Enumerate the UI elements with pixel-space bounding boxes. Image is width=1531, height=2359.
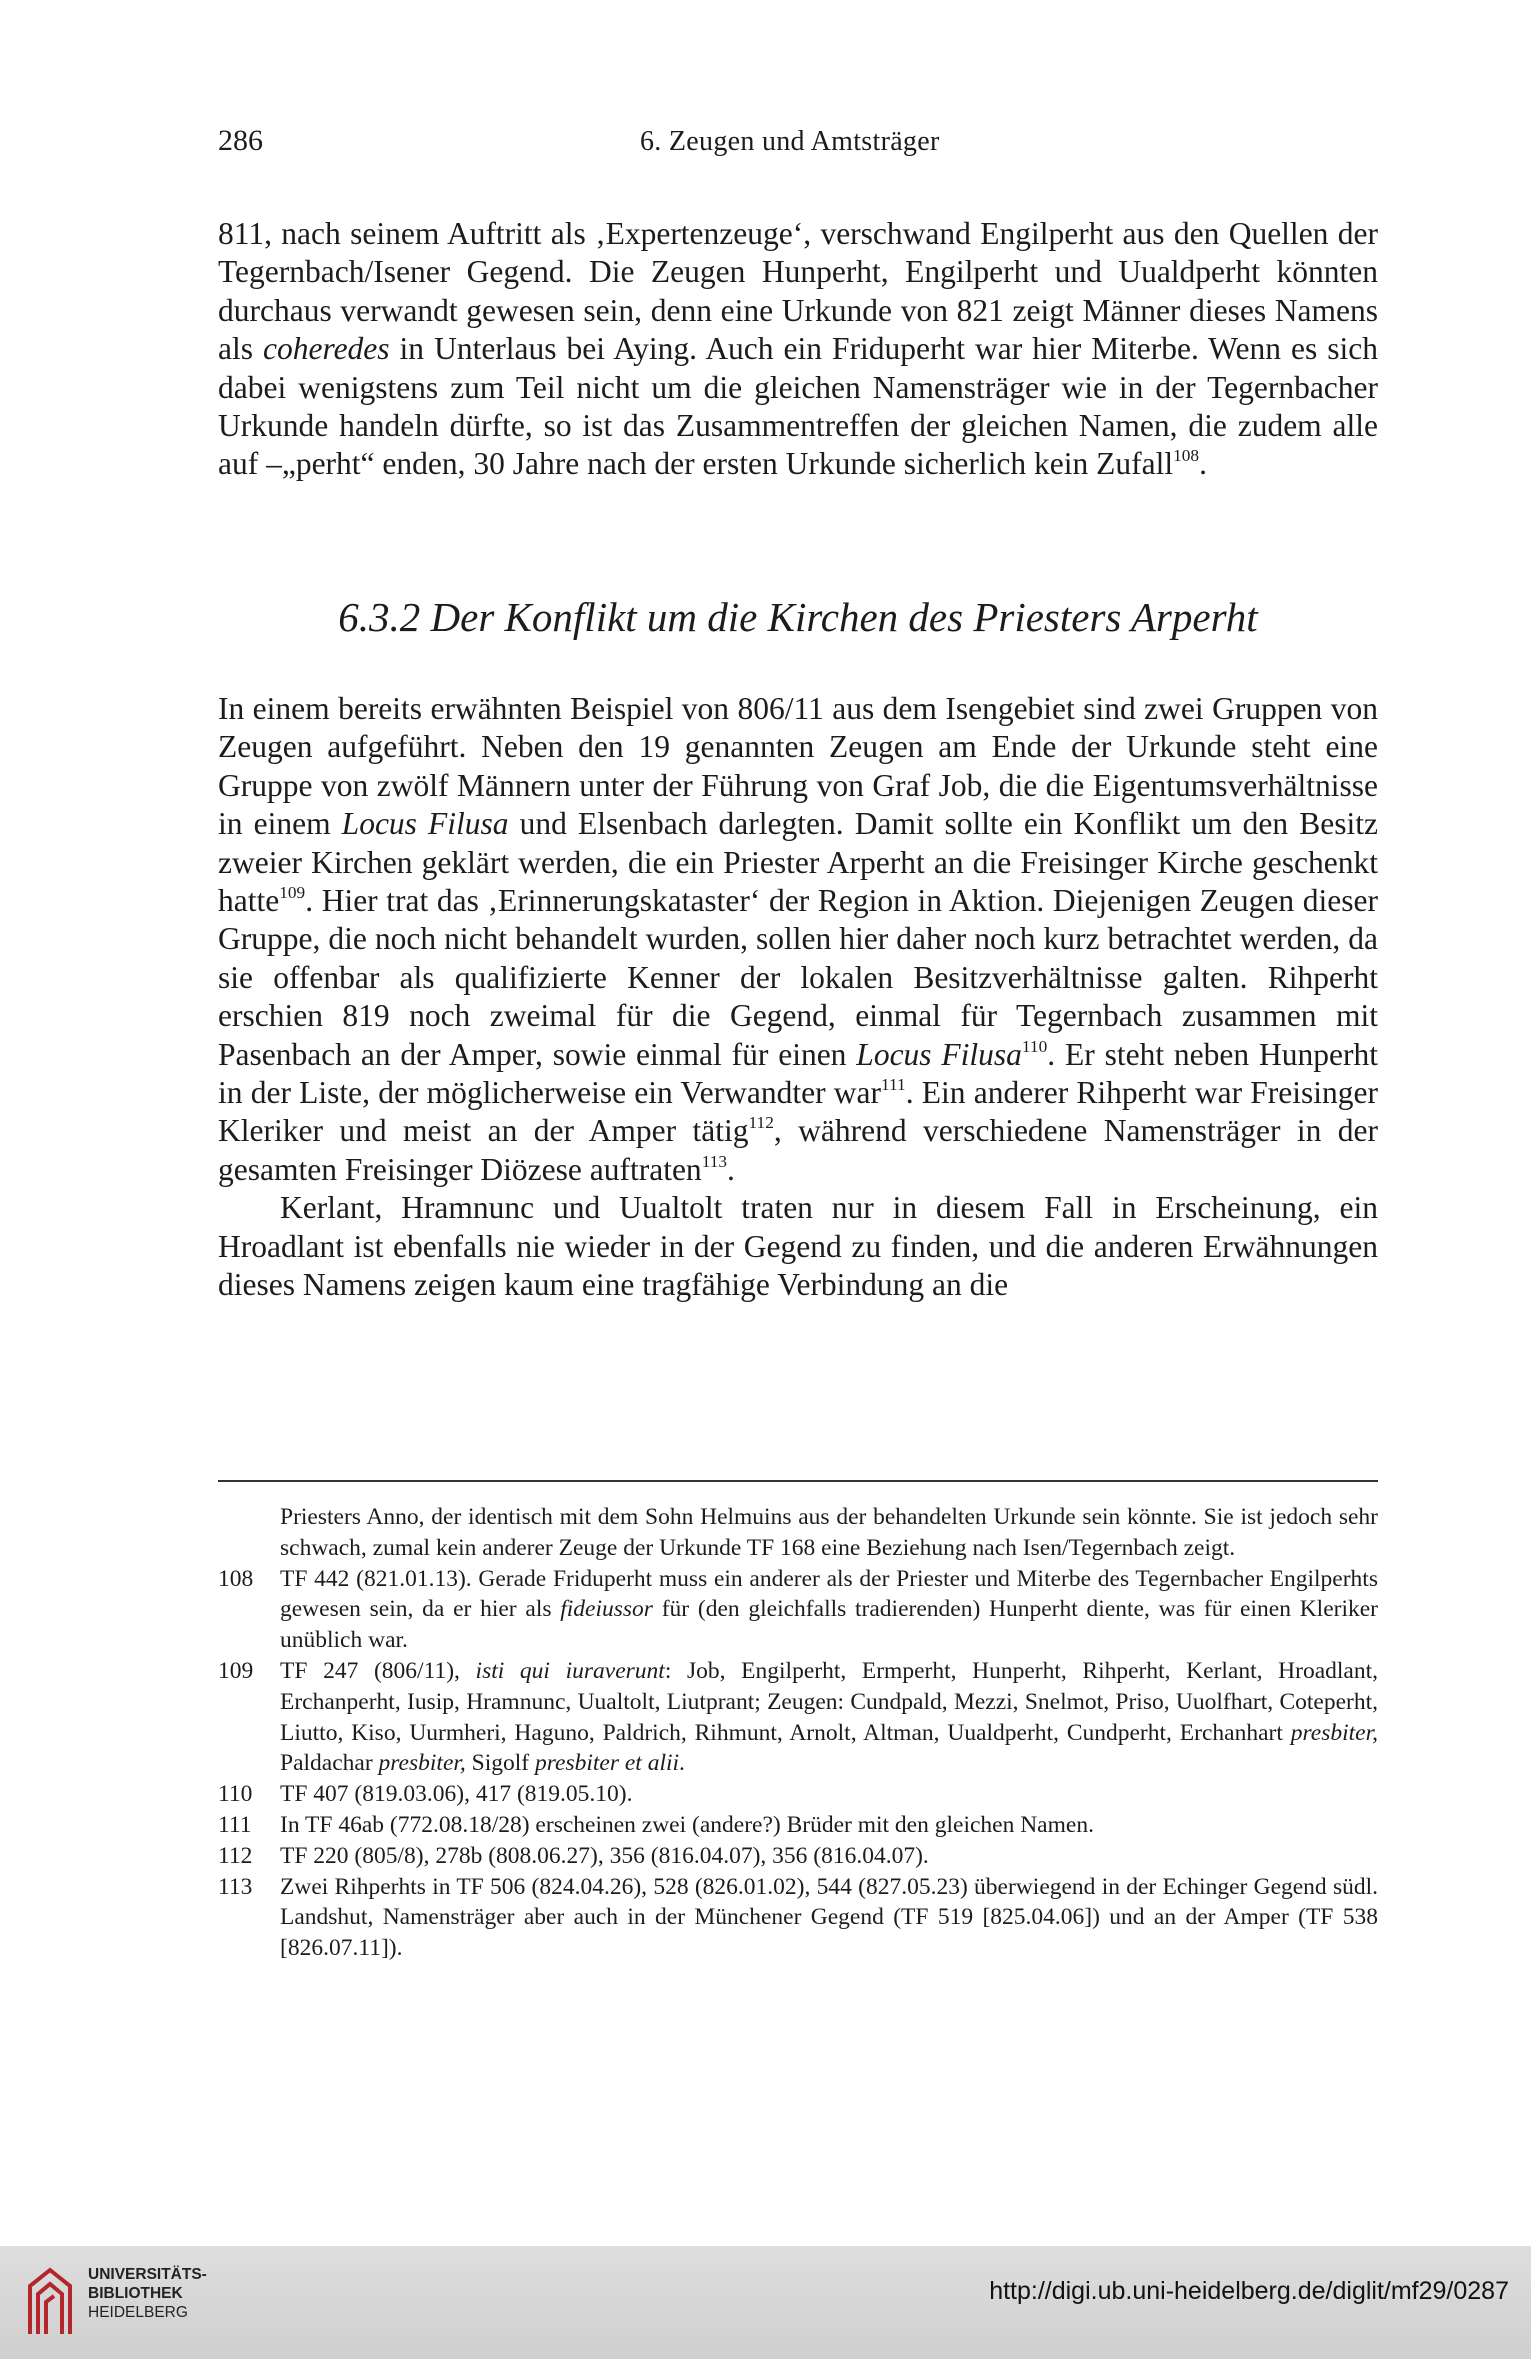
footnote-text: Priesters Anno, der identisch mit dem Sohn Helmuins aus der behandelten Urkunde sein könnte. Sie ist jedoch sehr schwach, zumal kein anderer Zeuge der Urkunde TF 168 eine Beziehung nach Isen/Tegernbach zeigt. bbox=[280, 1504, 1378, 1561]
library-name: UNIVERSITÄTS- BIBLIOTHEK HEIDELBERG bbox=[88, 2266, 207, 2321]
footnote-ref-113[interactable]: 113 bbox=[701, 1151, 728, 1171]
footnote-text: In TF 46ab (772.08.18/28) erscheinen zwei (andere?) Brüder mit den gleichen Namen. bbox=[280, 1811, 1094, 1838]
footnote-text: TF 407 (819.03.06), 417 (819.05.10). bbox=[280, 1781, 633, 1808]
footnote-number: 112 bbox=[218, 1842, 253, 1869]
footnote-separator bbox=[218, 1480, 1378, 1482]
footnote-112 bbox=[218, 1841, 1378, 1872]
italic-term: Locus Filusa bbox=[341, 806, 509, 842]
running-head: 6. Zeugen und Amtsträger bbox=[640, 126, 940, 157]
text-run: . bbox=[1199, 446, 1207, 482]
footnote-text: TF 247 (806/11), isti qui iuraverunt: Job, Engilperht, Ermperht, Hunperht, Rihperht, Kerlant, Hroadlant, Erchanperht, Iusip, Hramnunc, Uualtolt, Liutprant; Zeugen: Cundpald, Mezzi, Snelmot, Priso, Uuolfhart, Coteperht, Liutto, Kiso, Uurmheri, Haguno, Paldrich, Rihmunt, Arnolt, Altman, Uualdperht, Cundperht, Erchanhart presbiter, Paldachar presbiter, Sigolf presbiter et alii. bbox=[280, 1657, 1378, 1777]
text-run: . Ein anderer Rihperht war Freisinger Kleriker und meist an der Amper tätig bbox=[218, 1075, 1378, 1149]
text-run: 811, nach seinem Auftritt als ‚Expertenzeuge‘, verschwand Engilperht aus den Quellen der Tegernbach/Isener Gegend. Die Zeugen Hunperht, Engilperht und Uualdperht könnten durchaus verwandt gewesen sein, denn eine Urkunde von 821 zeigt Männer dieses Namens als bbox=[218, 216, 1378, 367]
text-run: . Hier trat das ‚Erinnerungskataster‘ der Region in Aktion. Diejenigen Zeugen dieser Gruppe, die noch nicht behandelt wurden, sollen hier daher noch kurz betrachtet werden, da sie offenbar als qualifizierte Kenner der lokalen Besitzverhältnisse galten. Rihperht erschien 819 noch zweimal für die Gegend, einmal für Tegernbach zusammen mit Pasenbach an der Amper, sowie einmal für einen bbox=[218, 883, 1378, 1072]
page-number: 286 bbox=[218, 124, 263, 157]
section-heading: 6.3.2 Der Konflikt um die Kirchen des Priesters Arperht bbox=[338, 594, 1258, 640]
text-run: , während verschiedene Namensträger in der gesamten Freisinger Diözese auftraten bbox=[218, 1113, 1378, 1187]
body-paragraph-1 bbox=[218, 215, 1378, 484]
footnote-number: 110 bbox=[218, 1781, 253, 1808]
italic-term: Locus Filusa bbox=[856, 1036, 1022, 1072]
footnote-111 bbox=[218, 1810, 1378, 1841]
footnote-108 bbox=[218, 1564, 1378, 1656]
footnote-text: TF 442 (821.01.13). Gerade Friduperht muss ein anderer als der Priester und Miterbe des Tegernbacher Engilperhts gewesen sein, da er hier als fideiussor für (den gleichfalls tradierenden) Hunperht diente, was für einen Kleriker unüblich war. bbox=[280, 1565, 1378, 1654]
text-run: . bbox=[727, 1151, 735, 1187]
footnote-110 bbox=[218, 1779, 1378, 1810]
body-paragraph-3: Kerlant, Hramnunc und Uualtolt traten nur in diesem Fall in Erscheinung, ein Hroadlant ist ebenfalls nie wieder in der Gegend zu finden, und die anderen Erwähnungen dieses Namens zeigen kaum eine tragfähige Verbindung an die bbox=[218, 1190, 1378, 1303]
footnote-ref-109[interactable]: 109 bbox=[279, 883, 306, 903]
footnote-109 bbox=[218, 1656, 1378, 1779]
footnote-text: TF 220 (805/8), 278b (808.06.27), 356 (816.04.07), 356 (816.04.07). bbox=[280, 1842, 929, 1869]
footnote-number: 108 bbox=[218, 1565, 254, 1592]
footnotes bbox=[218, 1502, 1378, 1964]
footnote-ref-112[interactable]: 112 bbox=[748, 1113, 774, 1133]
text-run: und Elsenbach darlegten. Damit sollte ein Konflikt um den Besitz zweier Kirchen geklärt werden, die ein Priester Arperht an die Freisinger Kirche geschenkt hatte bbox=[218, 806, 1378, 919]
footnote-ref-111[interactable]: 111 bbox=[881, 1075, 906, 1095]
footnote-ref-110[interactable]: 110 bbox=[1021, 1036, 1048, 1056]
italic-term: coheredes bbox=[263, 331, 390, 367]
footnote-text: Zwei Rihperhts in TF 506 (824.04.26), 528 (826.01.02), 544 (827.05.23) überwiegend in der Echinger Gegend südl. Landshut, Namensträger aber auch in der Münchener Gegend (TF 519 [825.04.06]) und an der Amper (TF 538 [826.07.11]). bbox=[280, 1873, 1378, 1962]
text-run: . Er steht neben Hunperht in der Liste, der möglicherweise ein Verwandter war bbox=[218, 1036, 1378, 1111]
source-url-link[interactable]: http://digi.ub.uni-heidelberg.de/diglit/mf29/0287 bbox=[989, 2277, 1509, 2305]
footnote-number: 111 bbox=[218, 1811, 252, 1838]
text-run: In einem bereits erwähnten Beispiel von 806/11 aus dem Isengebiet sind zwei Gruppen von Zeugen aufgeführt. Neben den 19 genannten Zeugen am Ende der Urkunde steht eine Gruppe von zwölf Männern unter der Führung von Graf Job, die die Eigentumsverhältnisse in einem bbox=[218, 691, 1378, 842]
footnote-number: 109 bbox=[218, 1657, 254, 1684]
footnote-ref-108[interactable]: 108 bbox=[1173, 446, 1200, 466]
footnote-number: 113 bbox=[218, 1873, 253, 1900]
body-paragraph-2 bbox=[218, 690, 1378, 1189]
body-section-text bbox=[218, 690, 1378, 1305]
footnote-113 bbox=[218, 1872, 1378, 1964]
text-run: in Unterlaus bei Aying. Auch ein Friduperht war hier Miterbe. Wenn es sich dabei wenigstens zum Teil nicht um die gleichen Namensträger wie in der Tegernbacher Urkunde handeln dürfte, so ist das Zusammentreffen der gleichen Namen, die zudem alle auf –„perht“ enden, 30 Jahre nach der ersten Urkunde sicherlich kein Zufall bbox=[218, 331, 1378, 482]
footnote-continuation bbox=[218, 1502, 1378, 1564]
